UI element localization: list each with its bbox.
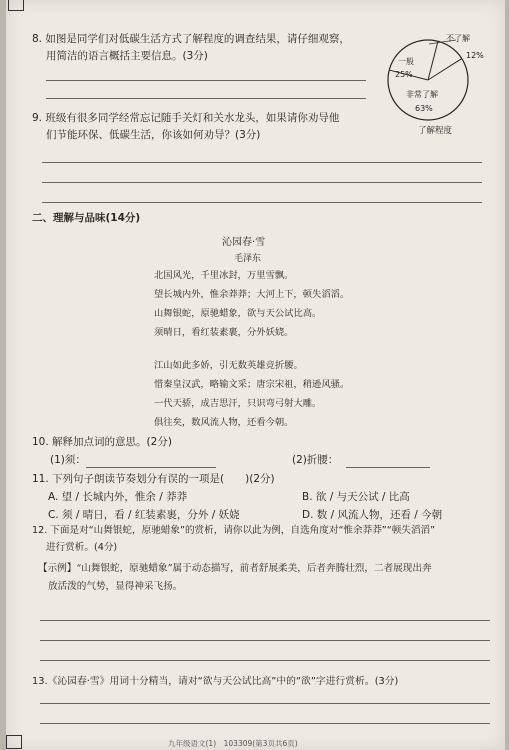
question-9-line2: 们节能环保、低碳生活，你该如何劝导？(3分): [46, 129, 261, 141]
q10-part-a: (1)须：: [50, 454, 86, 466]
label-very-pct: 63%: [415, 104, 433, 113]
page-footer: 九年级语文(1) 103309(第3页共6页): [168, 739, 298, 748]
question-9: [32, 110, 382, 144]
poem-line: 山舞银蛇，原驰蜡象，欲与天公试比高。: [154, 308, 322, 319]
label-none: 不了解: [446, 34, 470, 43]
fill-blank: [86, 467, 216, 468]
question-12-line2: 进行赏析。(4分): [46, 542, 118, 553]
pie-caption: 了解程度: [418, 126, 453, 136]
answer-line: [42, 202, 482, 203]
question-8-line2: 用简洁的语言概括主要信息。(3分): [46, 50, 208, 62]
poem-title: 沁园春·雪: [222, 237, 266, 248]
registration-mark: [8, 0, 24, 11]
q10-part-b: (2)折腰：: [292, 454, 339, 466]
poem-line: 俱往矣，数风流人物，还看今朝。: [154, 417, 294, 428]
label-general-pct: 25%: [395, 70, 413, 79]
answer-line: [40, 723, 490, 724]
example-analysis: [38, 560, 498, 596]
label-general: 一般: [398, 57, 414, 66]
registration-mark: [6, 735, 22, 749]
poem-line: 望长城内外，惟余莽莽；大河上下，顿失滔滔。: [154, 289, 350, 300]
question-11: 11. 下列句子朗读节奏划分有误的一项是( )(2分): [32, 473, 275, 485]
poem-line: 须晴日，看红装素裹，分外妖娆。: [154, 327, 294, 338]
answer-line: [42, 182, 482, 183]
question-10: 10. 解释加点词的意思。(2分): [32, 436, 172, 448]
poem-line: 一代天骄，成吉思汗，只识弯弓射大雕。: [154, 398, 322, 409]
answer-line: [40, 703, 490, 704]
answer-line: [40, 640, 490, 641]
poem-line: 北国风光，千里冰封，万里雪飘。: [154, 270, 294, 281]
exam-sheet: [6, 0, 505, 750]
poem-line: 惜秦皇汉武，略输文采；唐宗宋祖，稍逊风骚。: [154, 379, 350, 390]
option-c: C. 须 / 晴日，看 / 红装素裹，分外 / 妖娆: [48, 509, 240, 521]
poem-author: 毛泽东: [234, 254, 262, 264]
answer-line: [40, 660, 490, 661]
answer-line: [46, 98, 366, 99]
question-9-line1: 9. 班级有很多同学经常忘记随手关灯和关水龙头，如果请你劝导他: [32, 112, 340, 124]
answer-line: [40, 620, 490, 621]
option-d: D. 数 / 风流人物，还看 / 今朝: [302, 509, 443, 521]
label-very: 非常了解: [406, 90, 438, 99]
answer-line: [46, 80, 366, 81]
poem-stanza-1: [154, 268, 349, 340]
poem-line: 江山如此多娇，引无数英雄竞折腰。: [154, 360, 303, 371]
question-13: 13.《沁园春·雪》用词十分精当，请对“欲与天公试比高”中的“欲”字进行赏析。(3分): [32, 676, 399, 687]
answer-line: [42, 162, 482, 163]
section-title: 二、理解与品味(14分): [32, 212, 141, 224]
question-12-line1: 12. 下面是对“山舞银蛇，原驰蜡象”的赏析，请你以此为例，自选角度对“惟余莽莽”“顿失滔滔”: [32, 525, 436, 536]
label-none-pct: 12%: [466, 51, 484, 60]
option-a: A. 望 / 长城内外，惟余 / 莽莽: [48, 491, 188, 503]
question-8-line1: 8. 如图是同学们对低碳生活方式了解程度的调查结果，请仔细观察，: [32, 33, 350, 45]
question-12: [32, 522, 502, 556]
option-b: B. 欲 / 与天公试 / 比高: [302, 491, 410, 503]
poem-stanza-2: [154, 358, 349, 430]
fill-blank: [346, 467, 430, 468]
question-8: [32, 31, 392, 65]
example-line1: 【示例】“山舞银蛇，原驰蜡象”属于动态描写，前者舒展柔美，后者奔腾壮烈，二者展现出奔: [38, 563, 432, 574]
pie-chart: [376, 30, 505, 140]
example-line2: 放活泼的气势，显得神采飞扬。: [48, 581, 183, 592]
